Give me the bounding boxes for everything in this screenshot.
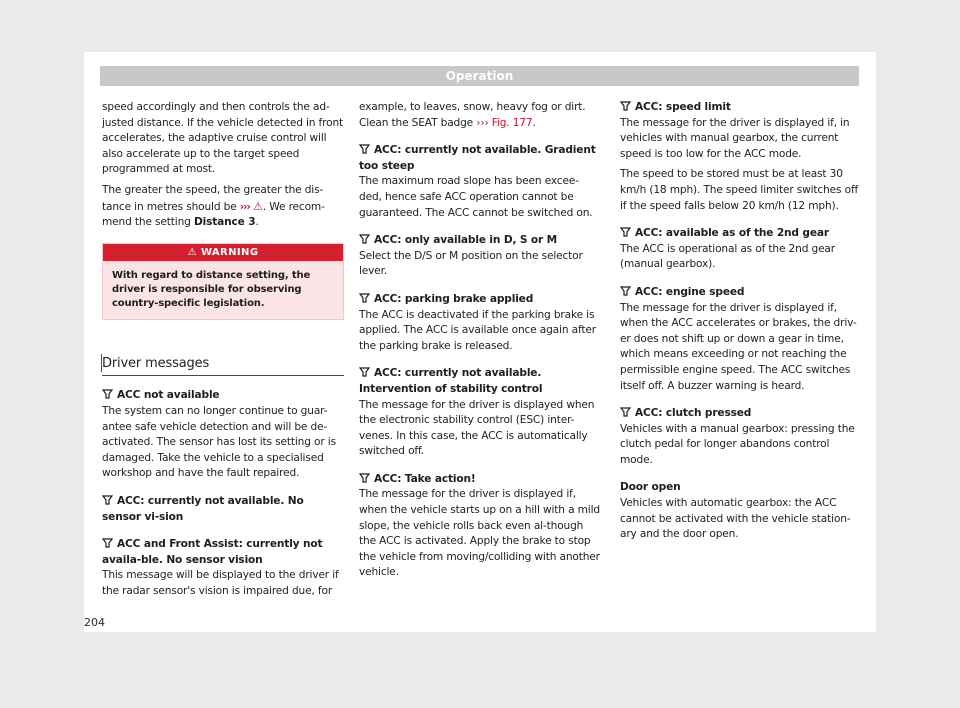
continuation-paragraph: example, to leaves, snow, heavy fog or dirt. Clean the SEAT badge ››› Fig. 177. <box>359 101 586 129</box>
acc-indicator-icon <box>620 101 631 111</box>
cross-reference-link[interactable]: ››› <box>239 200 250 213</box>
figure-reference-link[interactable]: ››› Fig. 177 <box>476 116 533 129</box>
message-gradient-too-steep: ACC: currently not available. Gradient too steep The maximum road slope has been excee-ded, hence safe ACC operation cannot be guaranteed. The ACC cannot be switched on. <box>359 144 596 219</box>
message-stability-control: ACC: currently not available. Intervention of stability control The message for the driver is displayed when the electronic stability control (ESC) inter-venes. In this case, the ACC is automatically switched off. <box>359 367 595 458</box>
distance-setting: Distance 3 <box>193 216 256 229</box>
acc-indicator-icon <box>359 234 370 244</box>
warning-triangle-icon: ⚠ <box>187 246 197 258</box>
message-take-action: ACC: Take action! The message for the driver is displayed if, when the vehicle starts up on a hill with a mild slope, the vehicle rolls back even al-though the ACC is activated. Apply the brake to stop the vehicle from moving/colliding with another vehicle. <box>359 472 600 579</box>
column-left <box>102 100 344 599</box>
acc-indicator-icon <box>359 367 370 377</box>
message-only-d-s-m: ACC: only available in D, S or M Select the D/S or M position on the selector lever. <box>359 234 583 278</box>
message-clutch-pressed: ACC: clutch pressed Vehicles with a manual gearbox: pressing the clutch pedal for longer abandons control mode. <box>620 407 855 466</box>
acc-indicator-icon <box>102 389 113 399</box>
message-front-assist-no-vision: ACC and Front Assist: currently not availa-ble. No sensor vision This message will be displayed to the driver if the radar sensor's vision is impaired due, for <box>102 538 339 597</box>
distance-paragraph: The greater the speed, the greater the dis-tance in metres should be ››› ⚠. We recom-mend the setting Distance 3. <box>102 183 325 229</box>
page-header: Operation <box>100 66 859 86</box>
column-middle <box>359 100 601 581</box>
acc-indicator-icon <box>620 286 631 296</box>
warning-text: With regard to distance setting, the driver is responsible for observing country-specific legislation. <box>112 269 311 309</box>
section-title: Driver messages <box>102 356 344 377</box>
intro-paragraph: speed accordingly and then controls the ad-justed distance. If the vehicle detected in front accelerates, the adaptive cruise control will also accelerate up to the target speed programmed at most. <box>102 101 344 176</box>
acc-indicator-icon <box>359 293 370 303</box>
acc-indicator-icon <box>102 495 113 505</box>
manual-page <box>84 52 876 632</box>
message-engine-speed: ACC: engine speed The message for the driver is displayed if, when the ACC accelerates or brakes, the driv-er does not shift up or down a gear in time, which means exceeding or not reaching the permissible engine speed. The ACC switches itself off. A buzzer warning is heard. <box>620 285 857 392</box>
message-speed-limit: ACC: speed limit The message for the driver is displayed if, in vehicles with manual gearbox, the current speed is too low for the ACC mode. The speed to be stored must be at least 30 km/h (18 mph). The speed limiter switches off if the speed falls below 20 km/h (12 mph). <box>620 101 859 212</box>
column-right <box>620 100 862 543</box>
message-acc-not-available: ACC not available The system can no longer continue to guar-antee safe vehicle detection and will be de-activated. The sensor has lost its setting or is damaged. Take the vehicle to a specialised workshop and have the fault repaired. <box>102 389 336 480</box>
message-parking-brake: ACC: parking brake applied The ACC is deactivated if the parking brake is applied. The ACC is available once again after the parking brake is released. <box>359 292 596 352</box>
acc-indicator-icon <box>359 473 370 483</box>
message-no-sensor-vision: ACC: currently not available. No sensor vi-sion <box>102 494 304 523</box>
acc-indicator-icon <box>359 144 370 154</box>
message-door-open: Door open Vehicles with automatic gearbox: the ACC cannot be activated with the vehicle station-ary and the door open. <box>620 481 851 541</box>
warning-box <box>102 243 344 320</box>
acc-indicator-icon <box>102 538 113 548</box>
acc-indicator-icon <box>620 227 631 237</box>
warning-header: ⚠ WARNING <box>103 244 343 261</box>
page-number: 204 <box>84 616 105 629</box>
acc-indicator-icon <box>620 407 631 417</box>
message-second-gear: ACC: available as of the 2nd gear The ACC is operational as of the 2nd gear (manual gearbox). <box>620 227 835 271</box>
warning-triangle-icon: ⚠ <box>253 199 263 213</box>
